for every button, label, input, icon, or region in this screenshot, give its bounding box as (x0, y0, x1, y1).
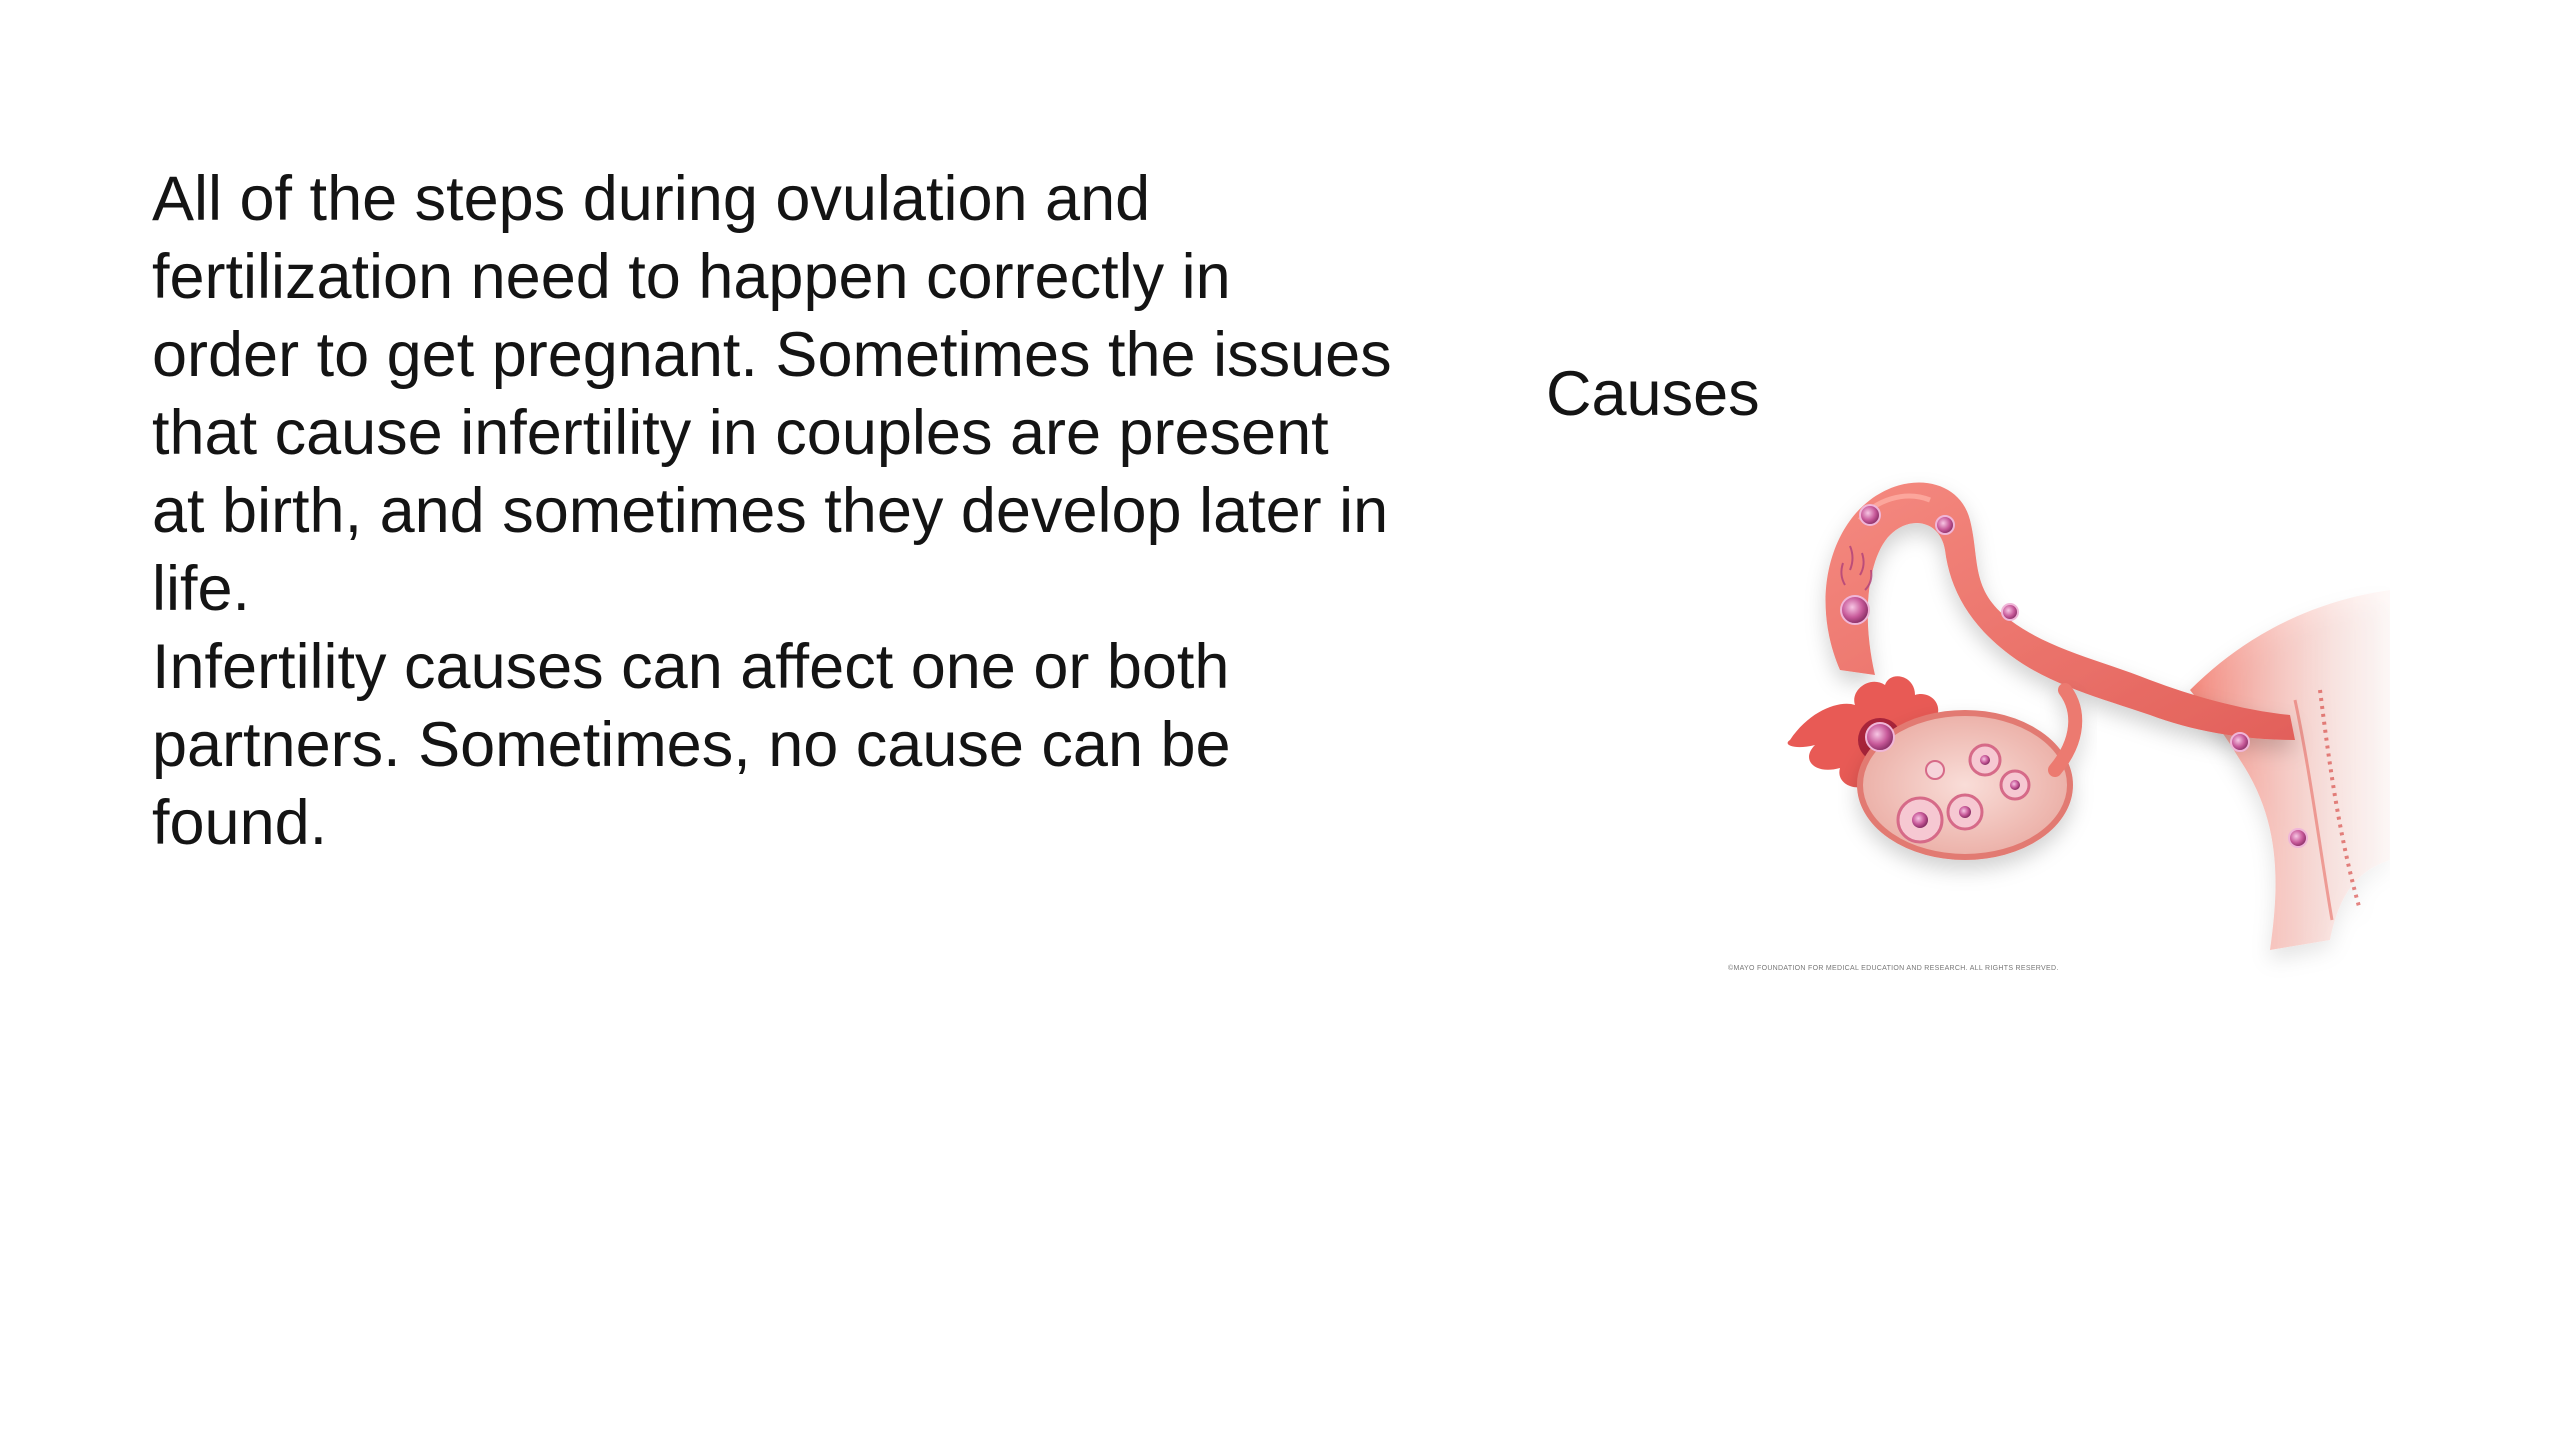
paragraph-infertility-causes: Infertility causes can affect one or both partners. Sometimes, no cause can be found. (152, 632, 1231, 858)
image-title: Causes (1546, 359, 1760, 429)
uterus-shape (2190, 590, 2390, 950)
copyright-notice: ©MAYO FOUNDATION FOR MEDICAL EDUCATION AND RESEARCH. ALL RIGHTS RESERVED. (1728, 965, 2059, 972)
paragraph-ovulation-steps: All of the steps during ovulation and fertilization need to happen correctly in order to get pregnant. Sometimes the issues that cause infertility in couples are present at birth, and sometimes they develop later in life. (152, 164, 1392, 624)
slide-body-text (152, 160, 1392, 862)
female-reproductive-system-illustration (1720, 440, 2390, 980)
